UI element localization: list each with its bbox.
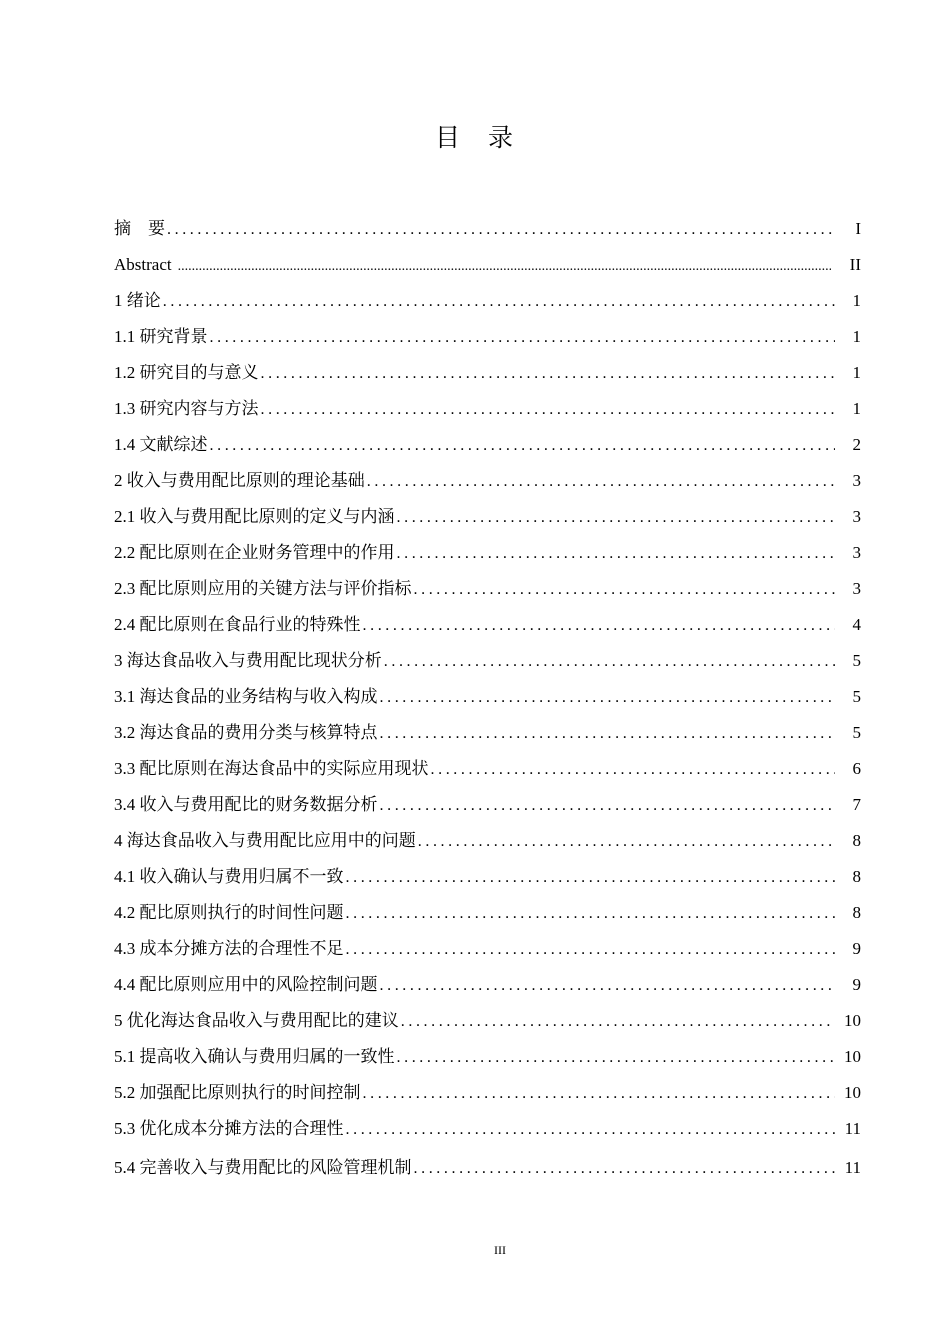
toc-entry[interactable] xyxy=(114,571,861,607)
toc-entry-page: 11 xyxy=(844,1158,861,1177)
toc-entry-label: 3.1 海达食品的业务结构与收入构成 xyxy=(114,687,378,706)
toc-entry-label: 4.2 配比原则执行的时间性问题 xyxy=(114,903,344,922)
toc-entry-label: 2.2 配比原则在企业财务管理中的作用 xyxy=(114,543,395,562)
toc-entry-label: 1.2 研究目的与意义 xyxy=(114,363,259,382)
toc-entry-page: 1 xyxy=(852,399,861,418)
toc-entry[interactable] xyxy=(114,535,861,571)
toc-entry-label: 3.2 海达食品的费用分类与核算特点 xyxy=(114,723,378,742)
toc-entry-page: 7 xyxy=(852,795,861,814)
toc-leader xyxy=(380,680,836,716)
toc-entry[interactable] xyxy=(114,1150,861,1186)
toc-entry[interactable] xyxy=(114,967,861,1003)
toc-entry[interactable] xyxy=(114,787,861,823)
toc-entry-page: 5 xyxy=(852,687,861,706)
toc-entry-label: 2.1 收入与费用配比原则的定义与内涵 xyxy=(114,507,395,526)
toc-leader xyxy=(346,896,836,932)
toc-entry-label: 2.3 配比原则应用的关键方法与评价指标 xyxy=(114,579,412,598)
toc-leader xyxy=(401,1004,835,1040)
toc-entry[interactable] xyxy=(114,931,861,967)
toc-entry-page: 8 xyxy=(852,867,861,886)
toc-entry-label: Abstract xyxy=(114,255,172,274)
toc-entry[interactable] xyxy=(114,211,861,247)
toc-entry[interactable] xyxy=(114,355,861,391)
toc-leader xyxy=(414,1151,836,1187)
toc-entry[interactable] xyxy=(114,1075,861,1111)
toc-entry-page: 1 xyxy=(852,327,861,346)
toc-entry[interactable] xyxy=(114,823,861,859)
toc-entry[interactable] xyxy=(114,247,861,283)
toc-entry-page: 3 xyxy=(852,471,861,490)
toc-entry-page: 1 xyxy=(852,291,861,310)
toc-leader xyxy=(167,212,835,248)
toc-entry-label: 2.4 配比原则在食品行业的特殊性 xyxy=(114,615,361,634)
toc-entry-page: 1 xyxy=(852,363,861,382)
toc-entry-label: 5.3 优化成本分摊方法的合理性 xyxy=(114,1119,344,1138)
toc-entry-page: I xyxy=(855,219,861,238)
toc-entry-page: II xyxy=(849,255,861,274)
toc-leader xyxy=(397,536,836,572)
toc-entry[interactable] xyxy=(114,427,861,463)
title-char-1: 目 xyxy=(434,125,462,152)
toc-entry-label: 3.4 收入与费用配比的财务数据分析 xyxy=(114,795,378,814)
toc-leader xyxy=(346,860,836,896)
toc-entry[interactable] xyxy=(114,715,861,751)
toc-entry[interactable] xyxy=(114,1003,861,1039)
toc-entry-label: 1.4 文献综述 xyxy=(114,435,208,454)
toc-entry-page: 9 xyxy=(852,939,861,958)
toc-leader xyxy=(210,428,836,464)
toc-entry-label: 5.2 加强配比原则执行的时间控制 xyxy=(114,1083,361,1102)
table-of-contents xyxy=(114,211,861,1186)
toc-entry[interactable] xyxy=(114,895,861,931)
toc-leader xyxy=(363,1076,836,1112)
toc-entry-page: 9 xyxy=(852,975,861,994)
toc-entry[interactable] xyxy=(114,319,861,355)
page-title xyxy=(0,118,950,154)
toc-leader xyxy=(397,500,836,536)
toc-entry-label: 4 海达食品收入与费用配比应用中的问题 xyxy=(114,831,416,850)
toc-entry-label: 3 海达食品收入与费用配比现状分析 xyxy=(114,651,382,670)
toc-entry-label: 5.4 完善收入与费用配比的风险管理机制 xyxy=(114,1158,412,1177)
toc-leader xyxy=(431,752,836,788)
toc-leader xyxy=(384,644,835,680)
toc-entry-label: 1.1 研究背景 xyxy=(114,327,208,346)
toc-entry-page: 2 xyxy=(852,435,861,454)
toc-entry[interactable] xyxy=(114,679,861,715)
toc-leader xyxy=(414,572,836,608)
toc-entry-label: 5.1 提高收入确认与费用归属的一致性 xyxy=(114,1047,395,1066)
toc-entry-page: 10 xyxy=(844,1047,861,1066)
toc-entry-page: 5 xyxy=(852,723,861,742)
toc-entry-page: 8 xyxy=(852,831,861,850)
toc-entry[interactable] xyxy=(114,643,861,679)
toc-leader xyxy=(210,320,836,356)
toc-entry-label: 2 收入与费用配比原则的理论基础 xyxy=(114,471,365,490)
toc-entry-page: 8 xyxy=(852,903,861,922)
toc-entry[interactable] xyxy=(114,607,861,643)
toc-entry-label: 1 绪论 xyxy=(114,291,161,310)
toc-entry-label: 摘 要 xyxy=(114,219,165,238)
toc-entry[interactable] xyxy=(114,463,861,499)
toc-leader xyxy=(418,824,835,860)
toc-entry-label: 3.3 配比原则在海达食品中的实际应用现状 xyxy=(114,759,429,778)
toc-leader xyxy=(261,356,836,392)
toc-entry-page: 10 xyxy=(844,1011,861,1030)
toc-entry-page: 5 xyxy=(852,651,861,670)
toc-entry[interactable] xyxy=(114,1039,861,1075)
toc-entry[interactable] xyxy=(114,499,861,535)
toc-entry-page: 10 xyxy=(844,1083,861,1102)
toc-leader xyxy=(367,464,835,500)
toc-leader xyxy=(261,392,836,428)
toc-entry-label: 4.1 收入确认与费用归属不一致 xyxy=(114,867,344,886)
toc-entry[interactable] xyxy=(114,1111,861,1147)
title-char-2: 录 xyxy=(488,125,516,152)
toc-entry-page: 3 xyxy=(852,543,861,562)
toc-leader xyxy=(346,932,836,968)
toc-leader xyxy=(178,249,831,285)
page-number: III xyxy=(494,1243,506,1257)
toc-entry-page: 3 xyxy=(852,579,861,598)
toc-entry-page: 3 xyxy=(852,507,861,526)
toc-leader xyxy=(163,284,835,320)
toc-leader xyxy=(346,1112,836,1148)
toc-entry[interactable] xyxy=(114,751,861,787)
toc-entry-label: 4.3 成本分摊方法的合理性不足 xyxy=(114,939,344,958)
toc-leader xyxy=(397,1040,836,1076)
toc-entry-page: 4 xyxy=(852,615,861,634)
toc-entry[interactable] xyxy=(114,283,861,319)
toc-entry[interactable] xyxy=(114,391,861,427)
toc-leader xyxy=(380,788,836,824)
toc-entry-label: 1.3 研究内容与方法 xyxy=(114,399,259,418)
toc-entry-label: 4.4 配比原则应用中的风险控制问题 xyxy=(114,975,378,994)
toc-leader xyxy=(363,608,836,644)
toc-entry[interactable] xyxy=(114,859,861,895)
toc-entry-page: 11 xyxy=(844,1119,861,1138)
toc-leader xyxy=(380,968,836,1004)
toc-leader xyxy=(380,716,836,752)
toc-entry-page: 6 xyxy=(852,759,861,778)
toc-entry-label: 5 优化海达食品收入与费用配比的建议 xyxy=(114,1011,399,1030)
